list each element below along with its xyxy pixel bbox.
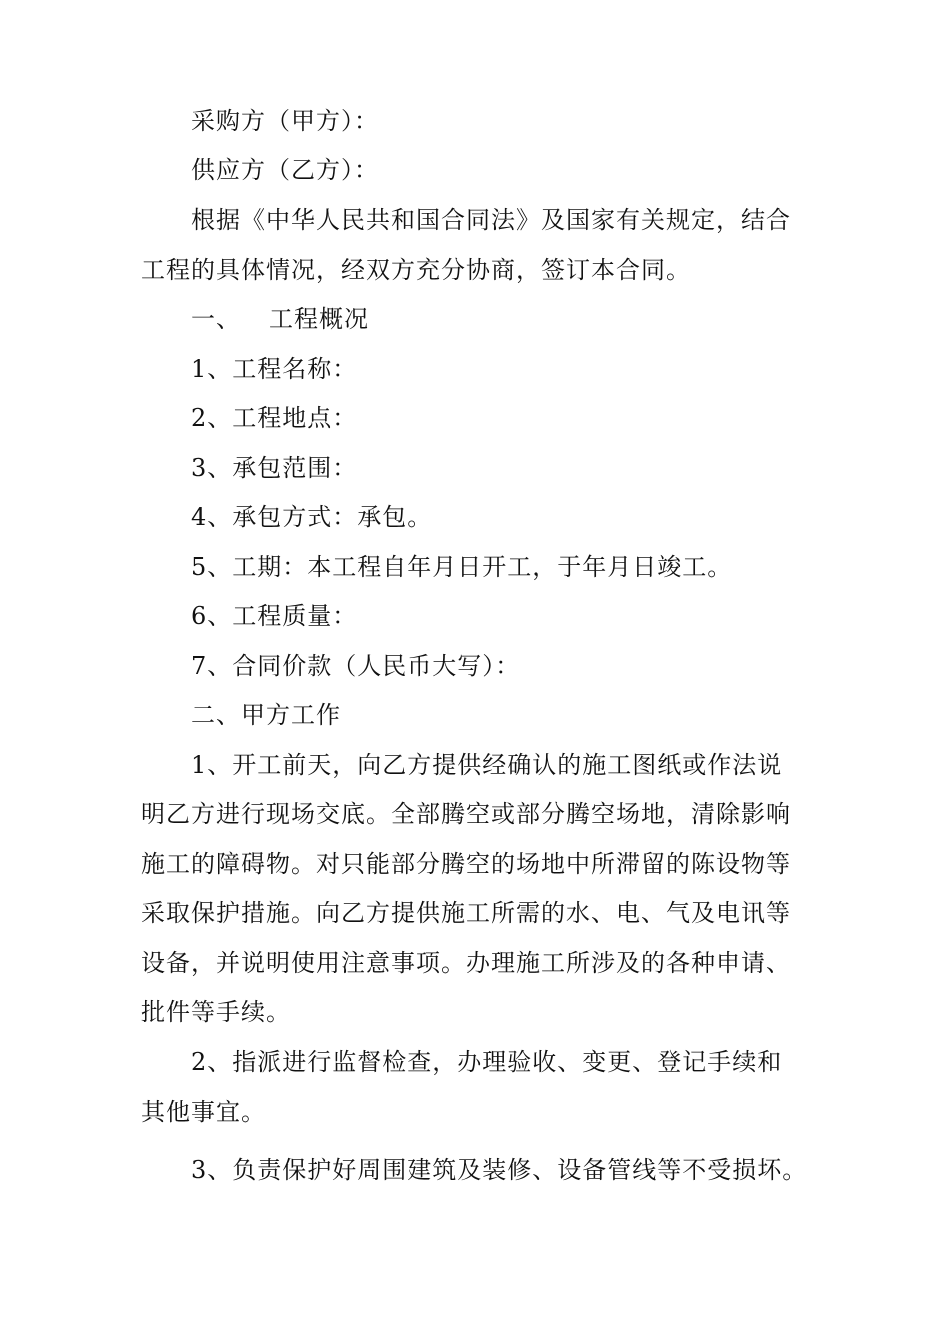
section-1-item: 2、工程地点：: [191, 404, 358, 432]
section-2-para-1-line: 1、开工前天，向乙方提供经确认的施工图纸或作法说: [191, 751, 783, 779]
section-1-item: 6、工程质量：: [191, 602, 358, 630]
section-2-para-1-line: 施工的障碍物。对只能部分腾空的场地中所滞留的陈设物等: [141, 850, 791, 878]
party-a-line: 采购方（甲方）：: [191, 107, 379, 135]
section-1-item: 7、合同价款（人民币大写）：: [191, 652, 521, 680]
section-2-para-2-line: 其他事宜。: [141, 1098, 266, 1126]
section-2-para-2-line: 2、指派进行监督检查，办理验收、变更、登记手续和: [191, 1048, 783, 1076]
section-1-item: 5、工期：本工程自年月日开工，于年月日竣工。: [191, 553, 733, 581]
section-1-title: 工程概况: [269, 305, 369, 333]
section-2-heading: 二、甲方工作: [191, 701, 341, 729]
section-1-item: 3、承包范围：: [191, 454, 358, 482]
section-2-para-1-line: 批件等手续。: [141, 998, 291, 1026]
section-2-para-1-line: 明乙方进行现场交底。全部腾空或部分腾空场地，清除影响: [141, 800, 791, 828]
section-2-para-3-line: 3、负责保护好周围建筑及装修、设备管线等不受损坏。: [191, 1156, 808, 1184]
section-1-item: 4、承包方式：承包。: [191, 503, 433, 531]
section-1-heading: [191, 304, 369, 334]
section-1-number: 一、: [191, 305, 241, 333]
section-2-para-1-line: 采取保护措施。向乙方提供施工所需的水、电、气及电讯等: [141, 899, 791, 927]
section-2-para-1-line: 设备，并说明使用注意事项。办理施工所涉及的各种申请、: [141, 949, 791, 977]
preamble-line-2: 工程的具体情况，经双方充分协商，签订本合同。: [141, 256, 691, 284]
preamble-line-1: 根据《中华人民共和国合同法》及国家有关规定，结合: [191, 206, 791, 234]
party-b-line: 供应方（乙方）：: [191, 156, 379, 184]
section-1-item: 1、工程名称：: [191, 355, 358, 383]
